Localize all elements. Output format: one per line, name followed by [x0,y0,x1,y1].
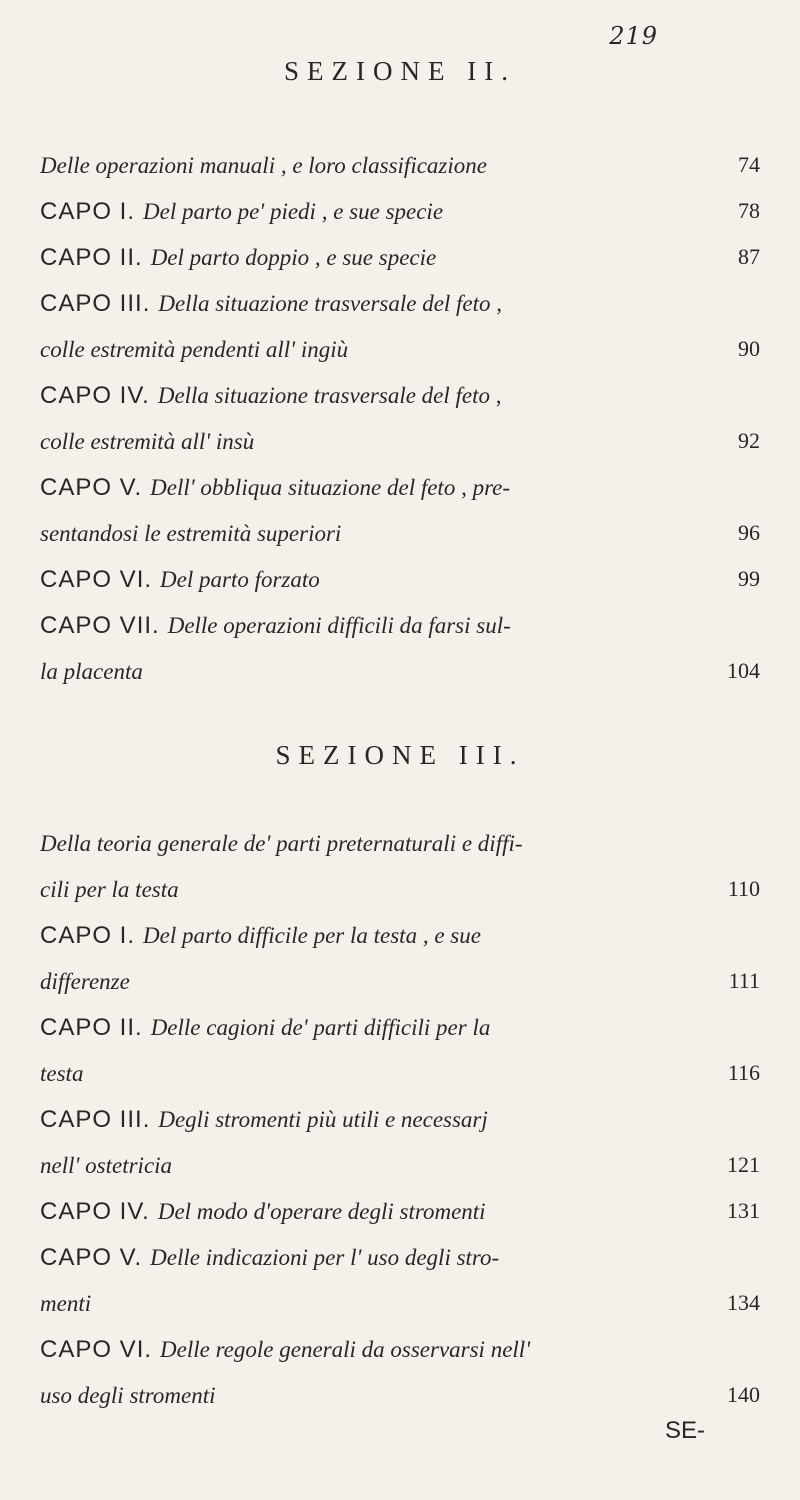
chapter-label: CAPO II. [40,244,143,271]
chapter-title: Della situazione trasversale del feto , [157,383,502,408]
chapter-label: CAPO III. [40,290,151,317]
toc-line [40,1188,760,1234]
toc-line [40,1280,760,1326]
chapter-title: nell' ostetricia [40,1153,173,1178]
toc-line [40,1372,760,1418]
chapter-title: Della teoria generale de' parti preternaturali e diffi- [40,831,523,856]
page-reference: 99 [738,566,760,591]
toc-entry [40,1326,760,1418]
page-reference: 87 [738,244,760,269]
toc-line [40,510,760,556]
chapter-label: CAPO I. [40,922,136,949]
toc-line [40,1050,760,1096]
page-reference: 74 [738,152,760,177]
page-reference: 111 [728,968,760,993]
toc-line [40,1142,760,1188]
page-reference: 121 [727,1152,760,1177]
page-reference: 140 [727,1382,760,1407]
toc-line [40,188,760,234]
chapter-title: sentandosi le estremità superiori [40,521,342,546]
toc-entry [40,1004,760,1096]
chapter-title: differenze [40,969,130,994]
chapter-label: CAPO IV. [40,382,150,409]
page-reference: 116 [727,1060,760,1085]
toc-line [40,958,760,1004]
page-reference: 110 [727,876,760,901]
chapter-title: Delle regole generali da osservarsi nell' [160,1337,531,1362]
toc-entry [40,556,760,602]
chapter-label: CAPO V. [40,1244,143,1271]
toc-entry [40,1096,760,1188]
chapter-title: la placenta [40,659,143,684]
toc-line [40,464,760,510]
chapter-title: Del parto pe' piedi , e sue specie [143,199,444,224]
toc-line [40,326,760,372]
chapter-title: testa [40,1061,84,1086]
toc-line [40,142,760,188]
toc-entry [40,1234,760,1326]
page-reference: 78 [738,198,760,223]
toc-line [40,1096,760,1142]
toc-line [40,372,760,418]
page-reference: 134 [727,1290,760,1315]
toc-entry [40,188,760,234]
chapter-title: Del parto difficile per la testa , e sue [143,923,481,948]
chapter-title: Delle operazioni manuali , e loro classificazione [40,153,487,178]
catchword: SE- [664,1417,705,1444]
toc-line [40,556,760,602]
chapter-label: CAPO IV. [40,1198,150,1225]
chapter-title: Del modo d'operare degli stromenti [157,1199,486,1224]
chapter-label: CAPO II. [40,1014,143,1041]
chapter-label: CAPO VII. [40,612,160,639]
page-number: 219 [609,22,658,50]
chapter-title: Delle operazioni difficili da farsi sul- [167,613,511,638]
toc-entry [40,280,760,372]
toc-entry [40,372,760,464]
toc-entry [40,142,760,188]
chapter-title: uso degli stromenti [40,1383,216,1408]
page-reference: 104 [727,658,760,683]
toc-entry [40,602,760,694]
chapter-title: Dell' obbliqua situazione del feto , pre- [150,475,511,500]
toc-entry [40,234,760,280]
toc-line [40,648,760,694]
chapter-label: CAPO VI. [40,566,153,593]
toc-line [40,1326,760,1372]
chapter-title: Delle cagioni de' parti difficili per la [150,1015,491,1040]
toc-line [40,820,760,866]
toc-entry [40,464,760,556]
chapter-title: Delle indicazioni per l' uso degli stro- [150,1245,500,1270]
toc-line [40,1004,760,1050]
chapter-title: menti [40,1291,92,1316]
toc-line [40,912,760,958]
toc-line [40,866,760,912]
page-reference: 90 [738,336,760,361]
chapter-title: colle estremità all' insù [40,429,255,454]
toc-line [40,602,760,648]
toc-line [40,280,760,326]
chapter-title: colle estremità pendenti all' ingiù [40,337,349,362]
chapter-title: Della situazione trasversale del feto , [158,291,503,316]
section-heading: SEZIONE III. [275,740,525,770]
page-reference: 131 [727,1198,760,1223]
page-reference: 96 [738,520,760,545]
chapter-title: Del parto forzato [160,567,320,592]
chapter-title: cili per la testa [40,877,179,902]
toc-line [40,234,760,280]
chapter-title: Degli stromenti più utili e necessarj [158,1107,488,1132]
chapter-label: CAPO I. [40,198,136,225]
chapter-label: CAPO VI. [40,1336,153,1363]
chapter-label: CAPO V. [40,474,143,501]
toc-entry [40,1188,760,1234]
toc-entry [40,912,760,1004]
toc-line [40,418,760,464]
chapter-label: CAPO III. [40,1106,151,1133]
toc-line [40,1234,760,1280]
chapter-title: Del parto doppio , e sue specie [150,245,437,270]
page-reference: 92 [738,428,760,453]
toc-entry [40,820,760,912]
section-heading: SEZIONE II. [284,56,516,86]
